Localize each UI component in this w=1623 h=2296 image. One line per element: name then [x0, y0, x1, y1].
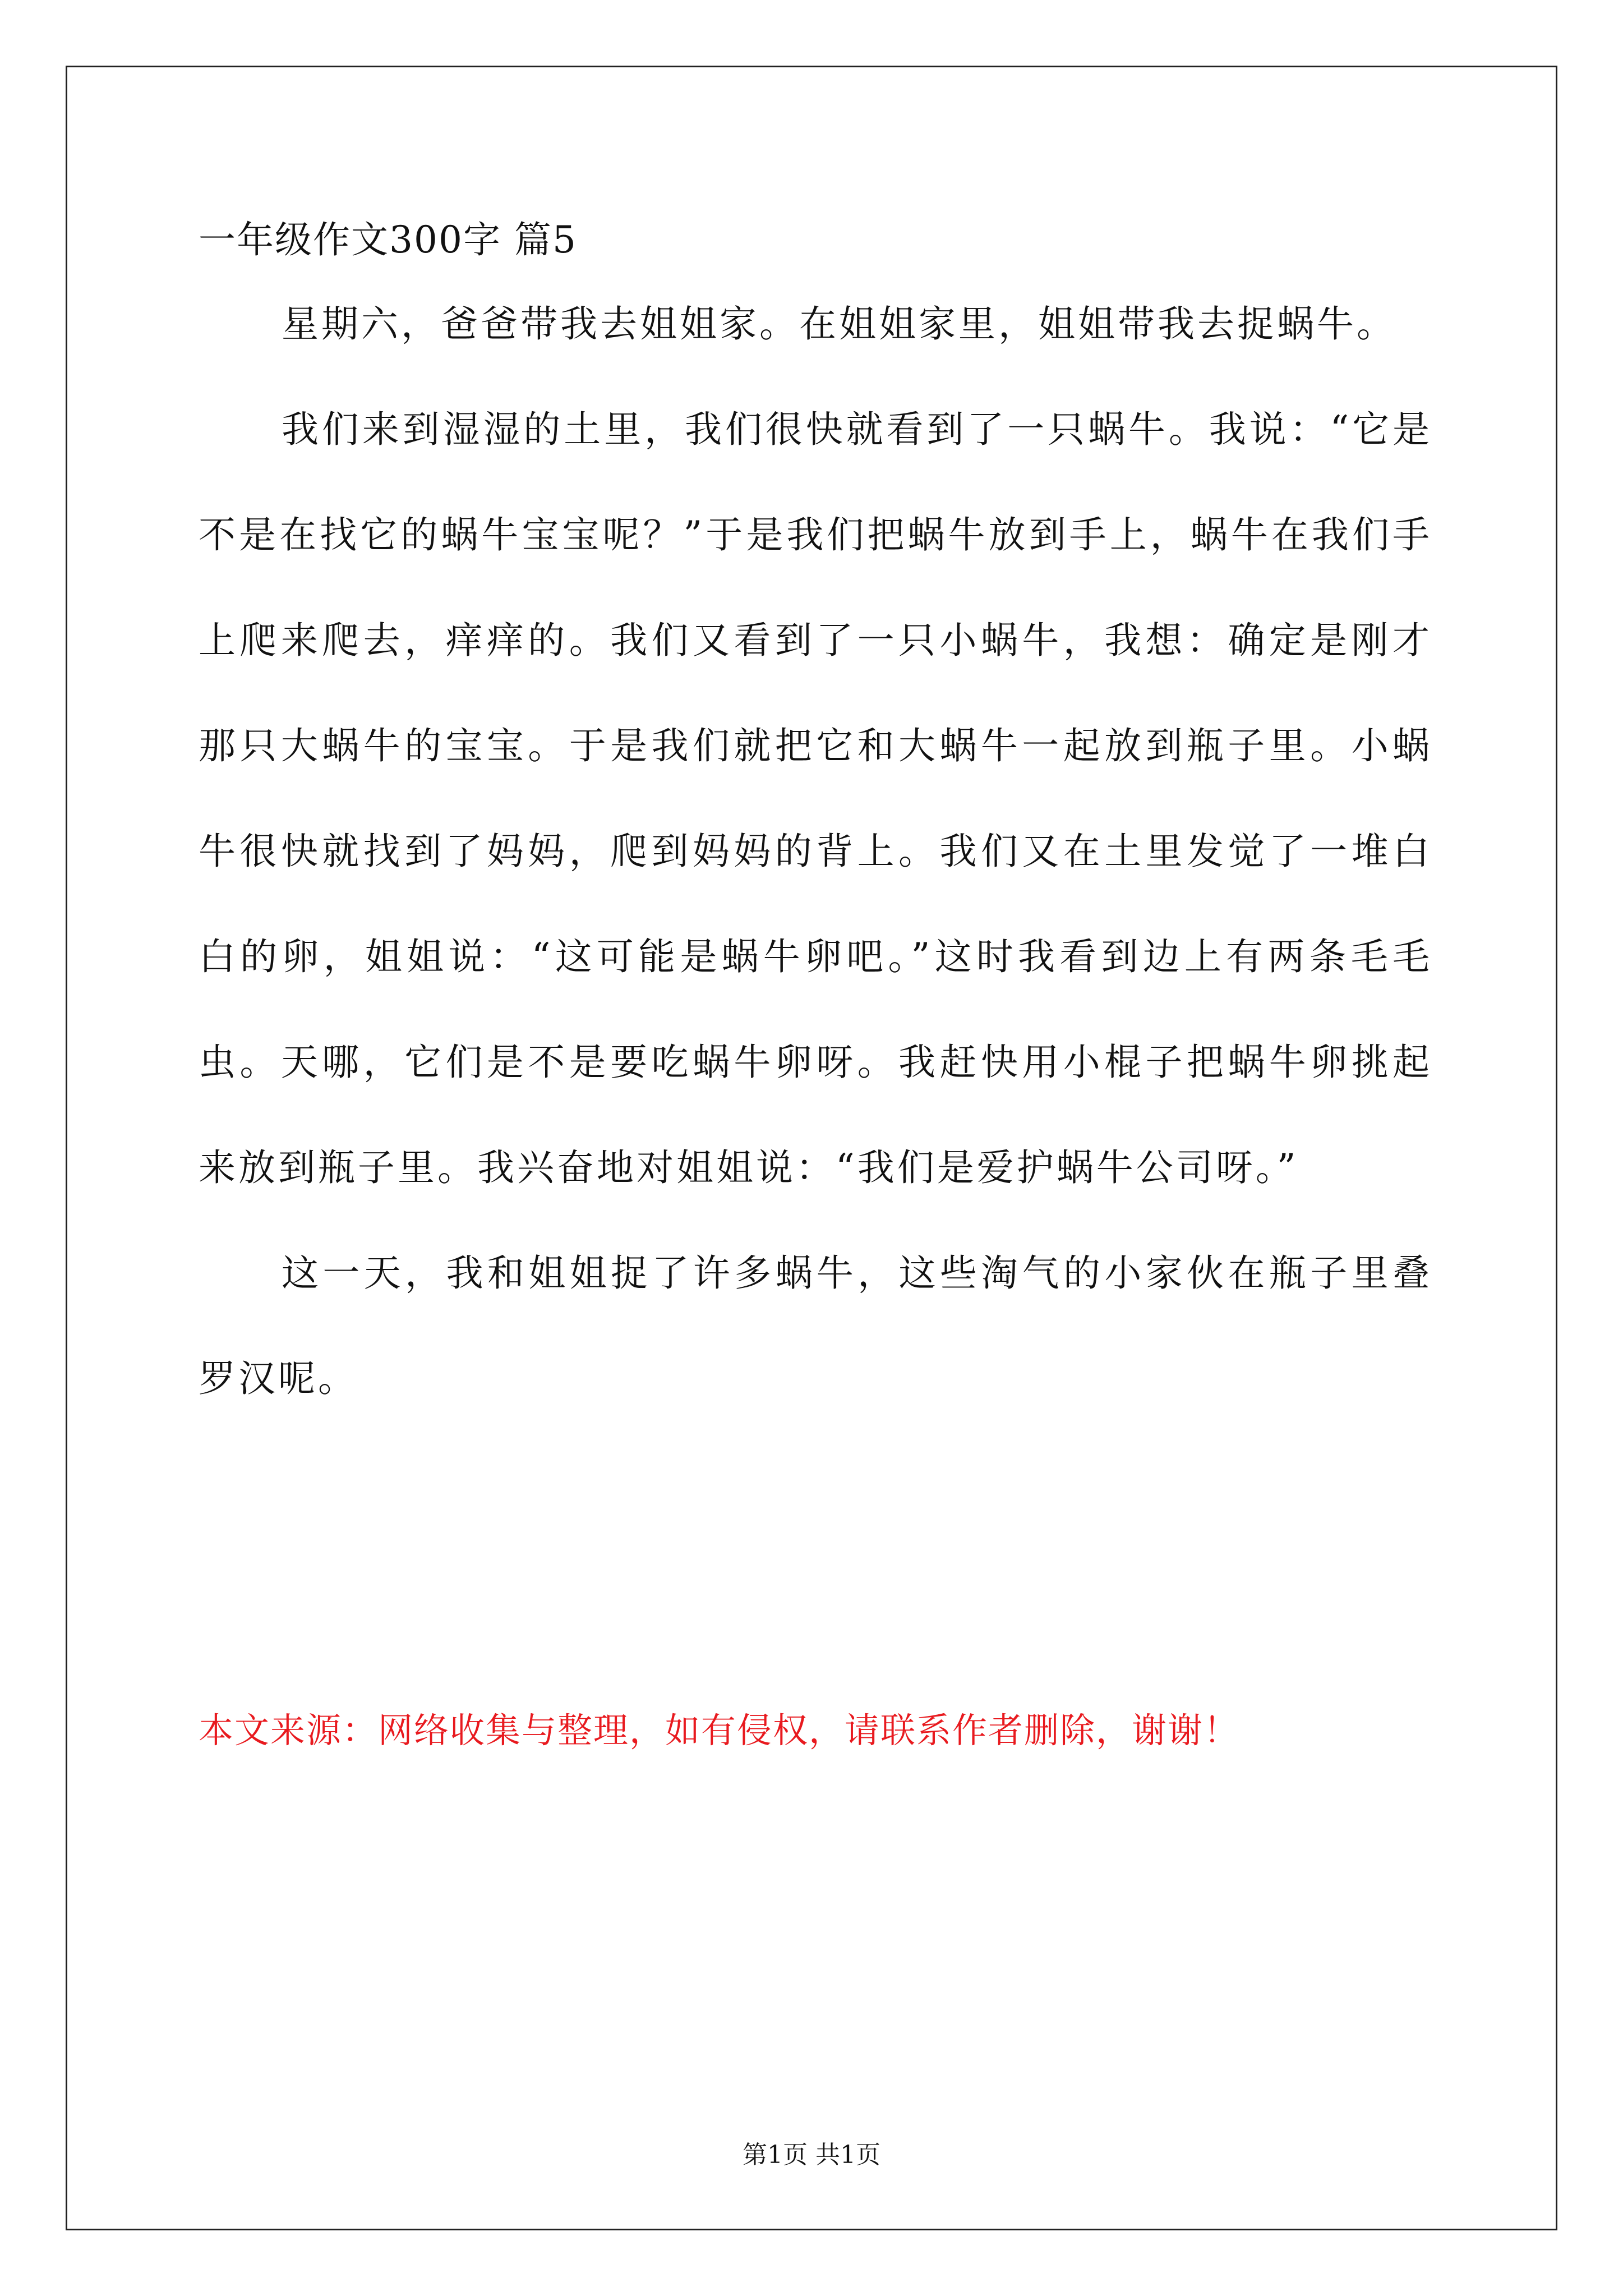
document-body — [199, 213, 1432, 1432]
source-disclaimer: 本文来源：网络收集与整理，如有侵权，请联系作者删除，谢谢！ — [199, 1710, 1240, 1751]
paragraph-3: 这一天，我和姐姐捉了许多蜗牛，这些淘气的小家伙在瓶子里叠罗汉呢。 — [199, 1251, 1432, 1400]
paragraph-1: 星期六，爸爸带我去姐姐家。在姐姐家里，姐姐带我去捉蜗牛。 — [282, 302, 1396, 346]
page-number-footer: 第1页 共1页 — [743, 2141, 880, 2169]
paragraph-2: 我们来到湿湿的土里，我们很快就看到了一只蜗牛。我说：“它是不是在找它的蜗牛宝宝呢？”于是我们把蜗牛放到手上，蜗牛在我们手上爬来爬去，痒痒的。我们又看到了一只小蜗牛，我想：确定是刚才那只大蜗牛的宝宝。于是我们就把它和大蜗牛一起放到瓶子里。小蜗牛很快就找到了妈妈，爬到妈妈的背上。我们又在土里发觉了一堆白白的卵，姐姐说：“这可能是蜗牛卵吧。”这时我看到边上有两条毛毛虫。天哪，它们是不是要吃蜗牛卵呀。我赶快用小棍子把蜗牛卵挑起来放到瓶子里。我兴奋地对姐姐说：“我们是爱护蜗牛公司呀。” — [199, 408, 1432, 1189]
document-heading: 一年级作文300字 篇5 — [199, 218, 577, 261]
